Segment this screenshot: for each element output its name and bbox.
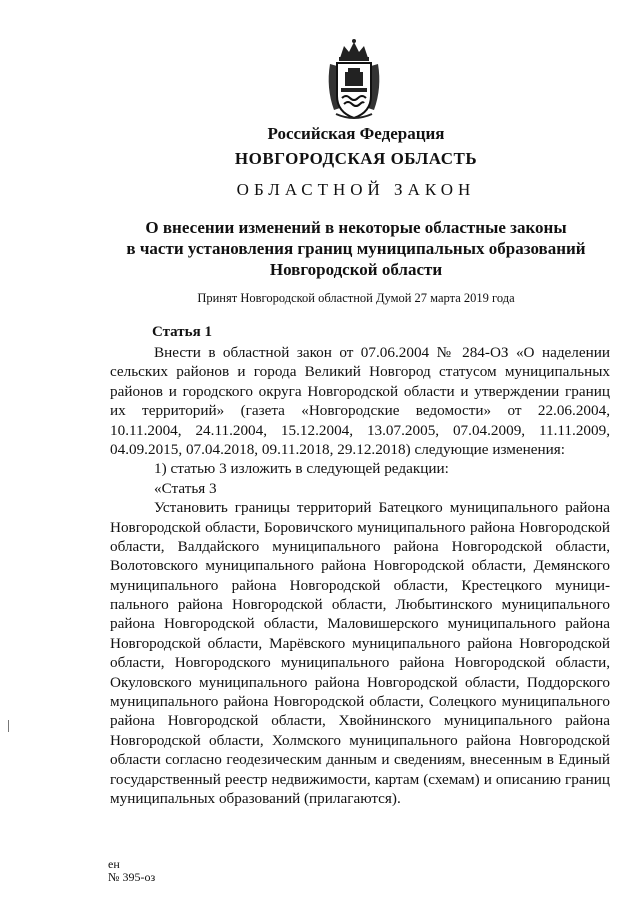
article-line: района Новгородской области, Хвойнинского муниципального района: [110, 712, 610, 730]
article-line: сельских районов и города Великий Новгород статусом муниципальных: [110, 363, 610, 381]
article-line: Внести в областной закон от 07.06.2004 № 284-ОЗ «О наделении: [154, 344, 610, 361]
law-title-line: в части установления границ муниципальных образований: [126, 239, 586, 258]
law-title-line: Новгородской области: [269, 260, 443, 279]
article-line: «Статья 3: [154, 479, 217, 497]
article-line: Окуловского муниципального района Новгородской области, Поддорского: [110, 673, 610, 691]
article-line: их территорий» (газета «Новгородские ведомости» от 22.06.2004,: [110, 402, 610, 420]
article-line: Волотовского муниципального района Новгородской области, Демянского: [110, 557, 610, 575]
article-line: Установить границы территорий Батецкого муниципального района: [154, 499, 610, 517]
article-line: пального района Новгородской области, Любытинского муниципального: [110, 596, 610, 614]
footer-initials: ен: [108, 857, 120, 871]
document-number: № 395-оз: [108, 870, 156, 884]
federation-name: Российская Федерация: [267, 124, 445, 143]
article-line: 04.09.2015, 07.04.2018, 09.11.2018, 29.12.2018) следующие изменения:: [110, 440, 565, 458]
article-body: [110, 343, 610, 808]
article-line: районов и городского округа Новгородской области и утверждении границ: [110, 382, 610, 400]
adoption-note: Принят Новгородской областной Думой 27 марта 2019 года: [197, 291, 515, 305]
article-line: района Новгородской области, Маловишерского муниципального района: [110, 615, 610, 633]
article-line: государственный реестр недвижимости, картам (схемам) и описанию границ: [110, 770, 610, 788]
law-title: [36, 217, 640, 280]
article-line: Новгородской области, Боровичского муниципального района Новгородской: [110, 518, 610, 536]
article-line: области, Новгородского муниципального района Новгородской области,: [110, 654, 610, 672]
article-line: муниципального района Новгородской области, Крестецкого муници-: [110, 576, 610, 594]
article-line: Новгородской области, Марёвского муниципального района Новгородской: [110, 634, 610, 652]
article-line: муниципального района Новгородской области, Солецкого муниципального: [110, 693, 610, 711]
article-line: 1) статью 3 изложить в следующей редакции:: [154, 460, 449, 478]
scan-mark: [8, 720, 9, 732]
article-line: муниципальных образований (прилагаются).: [110, 789, 401, 807]
article-line: 10.11.2004, 24.11.2004, 15.12.2004, 13.07.2005, 07.04.2009, 11.11.2009,: [110, 421, 610, 439]
region-name: НОВГОРОДСКАЯ ОБЛАСТЬ: [234, 149, 478, 168]
article-line: области, Валдайского муниципального района Новгородской области,: [110, 537, 610, 555]
coat-of-arms-emblem: [324, 38, 384, 122]
article-line: Новгородской области, Холмского муниципального района Новгородской: [110, 731, 610, 749]
article-heading: Статья 1: [152, 324, 212, 340]
article-line: области согласно геодезическим данным и сведениям, внесенным в Единый: [110, 751, 610, 769]
document-type: ОБЛАСТНОЙ ЗАКОН: [236, 180, 476, 199]
document-footer: [108, 858, 155, 884]
law-title-line: О внесении изменений в некоторые областные законы: [145, 218, 567, 237]
